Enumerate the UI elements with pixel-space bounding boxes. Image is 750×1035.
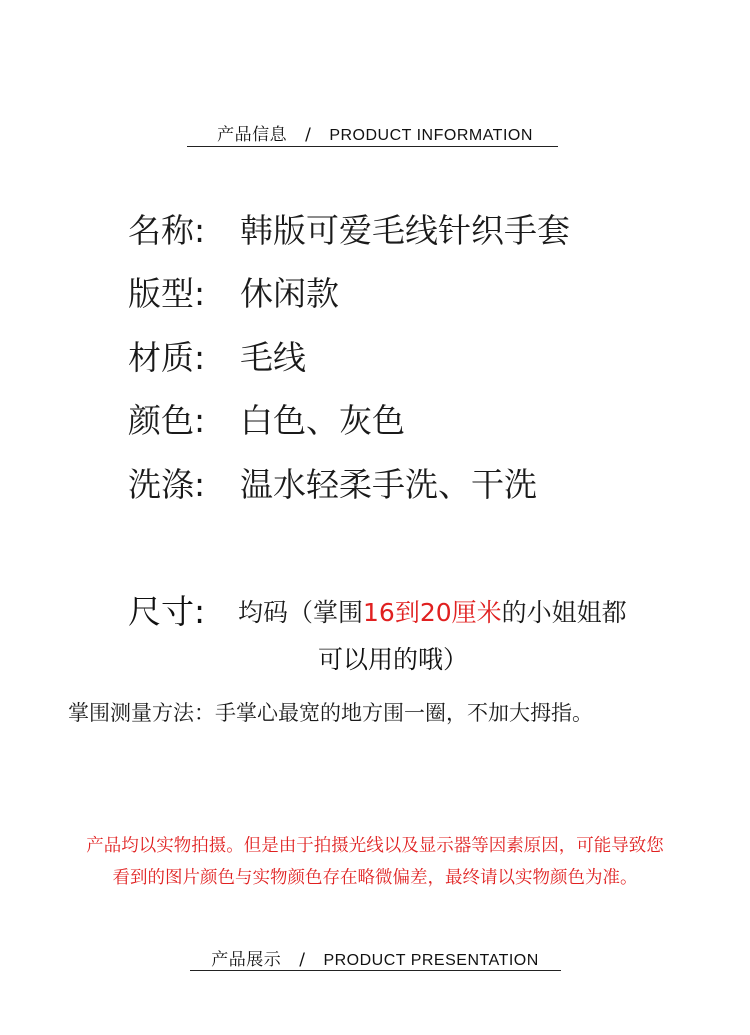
measure-method-text: 掌围测量方法：手掌心最宽的地方围一圈，不加大拇指。 xyxy=(68,701,593,725)
info-label-wash: 洗涤: xyxy=(128,465,206,504)
size-value-prefix: 均码（掌围 xyxy=(238,598,364,627)
info-label-style: 版型: xyxy=(128,274,206,313)
info-value-material: 毛线 xyxy=(240,338,306,377)
header-info-cn: 产品信息 xyxy=(217,125,288,145)
info-value-wash: 温水轻柔手洗、干洗 xyxy=(240,465,537,504)
info-label-color: 颜色: xyxy=(128,401,206,440)
info-label-material: 材质: xyxy=(128,338,206,377)
info-row-color xyxy=(128,401,405,441)
info-value-color: 白色、灰色 xyxy=(240,401,405,440)
info-row-size xyxy=(128,592,238,632)
section-header-presentation xyxy=(0,945,750,970)
info-label-name: 名称: xyxy=(128,211,206,250)
size-value-highlight: 16到20厘米 xyxy=(363,598,502,627)
info-value-name: 韩版可爱毛线针织手套 xyxy=(240,211,570,250)
notice-line-2: 看到的图片颜色与实物颜色存在略微偏差，最终请以实物颜色为准。 xyxy=(112,868,638,888)
info-row-name xyxy=(128,211,570,251)
header-info-underline xyxy=(187,146,558,147)
header-info-en: PRODUCT INFORMATION xyxy=(329,127,533,144)
info-row-style xyxy=(128,274,339,314)
info-value-size xyxy=(238,598,627,628)
size-value-suffix: 的小姐姐都 xyxy=(501,598,627,627)
info-value-style: 休闲款 xyxy=(240,274,339,313)
info-row-wash xyxy=(128,465,537,505)
header-presentation-cn: 产品展示 xyxy=(211,950,282,970)
header-presentation-en: PRODUCT PRESENTATION xyxy=(323,952,539,969)
notice-line-1: 产品均以实物拍摄。但是由于拍摄光线以及显示器等因素原因，可能导致您 xyxy=(86,836,664,856)
info-label-size: 尺寸: xyxy=(128,592,206,631)
header-presentation-separator: / xyxy=(299,950,306,970)
section-header-info xyxy=(0,120,750,145)
size-value-line2: 可以用的哦） xyxy=(318,645,469,674)
header-info-separator: / xyxy=(305,125,312,145)
header-presentation-underline xyxy=(190,970,561,971)
info-row-material xyxy=(128,338,306,378)
